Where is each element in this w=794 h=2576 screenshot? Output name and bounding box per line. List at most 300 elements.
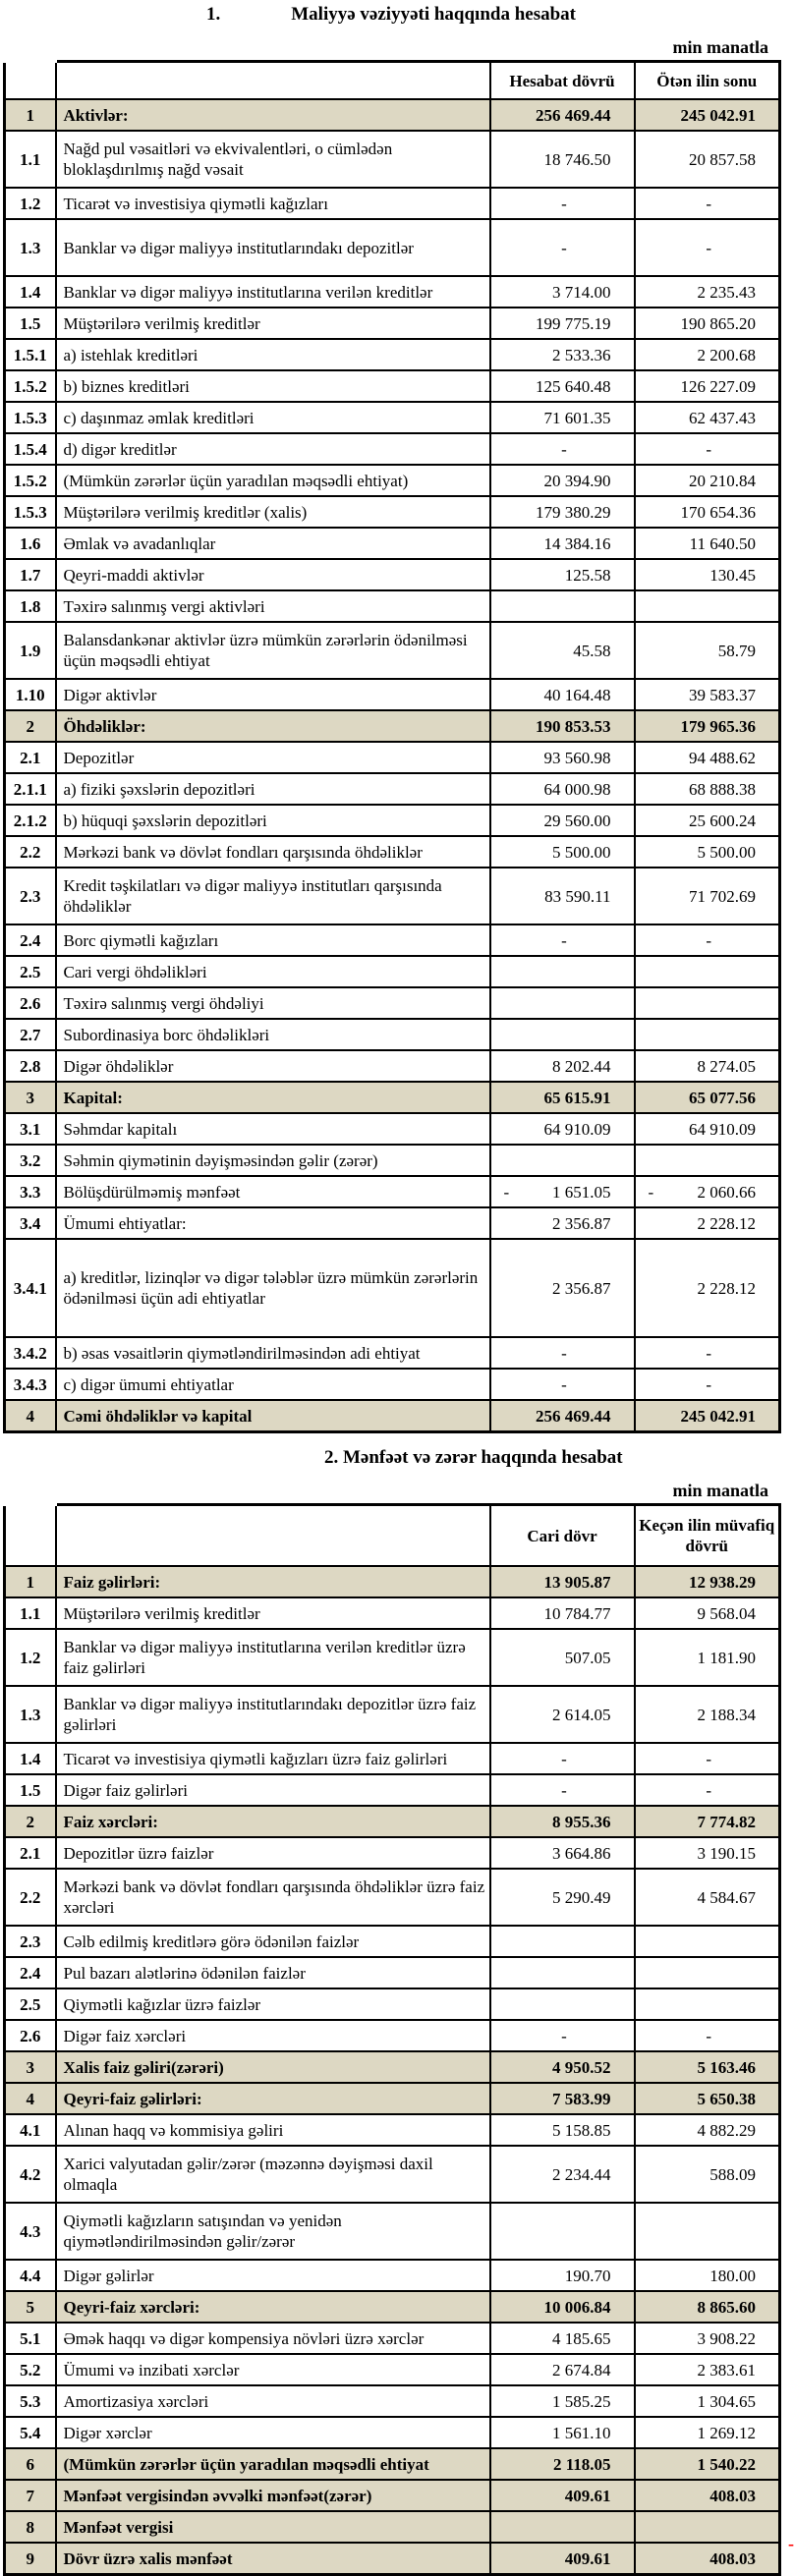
table-row (5, 868, 780, 924)
table-row (5, 2083, 780, 2114)
statement1-title-text: Maliyyə vəziyyəti haqqında hesabat (291, 4, 577, 25)
value-cell-previous: 68 888.38 (635, 773, 780, 805)
row-label-cell: a) istehlak kreditləri (56, 339, 490, 370)
value-cell-current: 2 614.05 (490, 1686, 635, 1743)
table-row (5, 2417, 780, 2448)
row-label-cell: Qiymətli kağızlar üzrə faizlər (56, 1988, 490, 2020)
value-cell-current: 5 500.00 (490, 836, 635, 868)
row-number-cell: 1.5.1 (5, 339, 56, 370)
table-row (5, 1337, 780, 1369)
table-row (5, 276, 780, 308)
row-label-cell: Mənfəət vergisi (56, 2511, 490, 2543)
table-row (5, 1957, 780, 1988)
table-row (5, 2291, 780, 2323)
value-cell-previous: - (635, 1743, 780, 1774)
header-number-cell (5, 62, 56, 100)
row-label-cell: Banklar və digər maliyyə institutlarına verilən kreditlər üzrə faiz gəlirləri (56, 1629, 490, 1686)
value-cell-previous: 408.03 (635, 2480, 780, 2511)
value-cell-current: 83 590.11 (490, 868, 635, 924)
row-number-cell: 2.4 (5, 924, 56, 956)
row-number-cell: 1.5.3 (5, 496, 56, 528)
row-number-cell: 2.1 (5, 1837, 56, 1869)
row-label-cell: Ümumi ehtiyatlar: (56, 1207, 490, 1239)
value-cell-previous: 8 865.60 (635, 2291, 780, 2323)
row-number-cell: 5.4 (5, 2417, 56, 2448)
value-cell-current: - (490, 1743, 635, 1774)
value-cell-previous: 64 910.09 (635, 1113, 780, 1145)
table-row (5, 308, 780, 339)
value-cell-previous (635, 1145, 780, 1176)
row-label-cell: b) əsas vəsaitlərin qiymətləndirilməsindən adi ehtiyat (56, 1337, 490, 1369)
value-cell-previous (635, 2511, 780, 2543)
table-row (5, 1082, 780, 1113)
row-label-cell: Müştərilərə verilmiş kreditlər (56, 308, 490, 339)
row-label-cell: Mənfəət vergisindən əvvəlki mənfəət(zərər) (56, 2480, 490, 2511)
table-row (5, 559, 780, 590)
table-row (5, 528, 780, 559)
row-label-cell: Alınan haqq və kommisiya gəliri (56, 2114, 490, 2146)
value-cell-previous: 58.79 (635, 622, 780, 679)
value-cell-previous: 130.45 (635, 559, 780, 590)
row-number-cell: 3.2 (5, 1145, 56, 1176)
row-number-cell: 1.5 (5, 1774, 56, 1806)
value-cell-previous: 12 938.29 (635, 1566, 780, 1597)
value-cell-previous: 5 500.00 (635, 836, 780, 868)
row-number-cell: 1.2 (5, 1629, 56, 1686)
table-row (5, 1145, 780, 1176)
row-label-cell: Əmək haqqı və digər kompensiya növləri üzrə xərclər (56, 2323, 490, 2354)
table-row (5, 1837, 780, 1869)
row-number-cell: 2.8 (5, 1050, 56, 1082)
table-row (5, 2385, 780, 2417)
value-cell-previous: - (635, 2020, 780, 2051)
row-number-cell: 1.5.3 (5, 402, 56, 433)
value-cell-previous (635, 1176, 780, 1207)
value-cell-current: 10 006.84 (490, 2291, 635, 2323)
row-label-cell: Digər gəlirlər (56, 2260, 490, 2291)
row-number-cell: 3.4.3 (5, 1369, 56, 1400)
row-number-cell: 1 (5, 99, 56, 131)
table-row (5, 402, 780, 433)
header-label-cell (56, 1505, 490, 1567)
row-label-cell: Digər aktivlər (56, 679, 490, 710)
minus-sign: - (503, 1182, 510, 1202)
row-number-cell: 4 (5, 2083, 56, 2114)
row-number-cell: 2.5 (5, 956, 56, 987)
table-row (5, 2543, 780, 2575)
table-row (5, 773, 780, 805)
row-number-cell: 4.4 (5, 2260, 56, 2291)
value-cell-previous: - (635, 188, 780, 219)
row-label-cell: Əmlak və avadanlıqlar (56, 528, 490, 559)
row-number-cell: 1.3 (5, 1686, 56, 1743)
table-row (5, 188, 780, 219)
value-cell-previous: 190 865.20 (635, 308, 780, 339)
row-label-cell: Ticarət və investisiya qiymətli kağızları üzrə faiz gəlirləri (56, 1743, 490, 1774)
table-row (5, 2480, 780, 2511)
financial-position-table (3, 60, 781, 1433)
table-row (5, 2020, 780, 2051)
row-label-cell: Balansdankənar aktivlər üzrə mümkün zərərlərin ödənilməsi üçün məqsədli ehtiyat (56, 622, 490, 679)
row-number-cell: 1.8 (5, 590, 56, 622)
value-cell-current: - (490, 188, 635, 219)
row-label-cell: c) daşınmaz əmlak kreditləri (56, 402, 490, 433)
value-cell-previous: 588.09 (635, 2146, 780, 2203)
value-cell-current: 2 118.05 (490, 2448, 635, 2480)
value-cell-current: - (490, 219, 635, 276)
row-label-cell: Mərkəzi bank və dövlət fondları qarşısında öhdəliklər (56, 836, 490, 868)
row-label-cell: a) kreditlər, lizinqlər və digər tələblər üzrə mümkün zərərlərin ödənilməsi üçün adi ehtiyatlar (56, 1239, 490, 1337)
value-cell-current: - (490, 1337, 635, 1369)
table-header-row (5, 62, 780, 100)
profit-loss-table-wrapper (3, 1503, 794, 2576)
value-cell-current: 125.58 (490, 559, 635, 590)
value-cell-current: 1 585.25 (490, 2385, 635, 2417)
value-cell-current: 2 356.87 (490, 1207, 635, 1239)
row-number-cell: 3 (5, 2051, 56, 2083)
table-row (5, 2354, 780, 2385)
row-label-cell: Qiymətli kağızların satışından və yenidən qiymətləndirilməsindən gəlir/zərər (56, 2203, 490, 2260)
row-label-cell: Digər faiz gəlirləri (56, 1774, 490, 1806)
value-cell-previous (635, 1988, 780, 2020)
value-cell-previous (635, 1019, 780, 1050)
row-label-cell: b) hüquqi şəxslərin depozitləri (56, 805, 490, 836)
value-cell-current: 4 185.65 (490, 2323, 635, 2354)
row-label-cell: Banklar və digər maliyyə institutlarına verilən kreditlər (56, 276, 490, 308)
table-row (5, 1050, 780, 1082)
row-label-cell: Təxirə salınmış vergi aktivləri (56, 590, 490, 622)
row-label-cell: Subordinasiya borc öhdəlikləri (56, 1019, 490, 1050)
value-cell-current: 29 560.00 (490, 805, 635, 836)
value-cell-current: - (490, 433, 635, 465)
value-cell-previous: 8 274.05 (635, 1050, 780, 1082)
row-label-cell: Qeyri-maddi aktivlər (56, 559, 490, 590)
value-cell-previous: - (635, 219, 780, 276)
row-number-cell: 2.3 (5, 1926, 56, 1957)
value-cell-previous: - (635, 924, 780, 956)
row-label-cell: Dövr üzrə xalis mənfəət (56, 2543, 490, 2575)
row-label-cell: Cari vergi öhdəlikləri (56, 956, 490, 987)
table-row (5, 2203, 780, 2260)
row-number-cell: 1.10 (5, 679, 56, 710)
row-label-cell: (Mümkün zərərlər üçün yaradılan məqsədli ehtiyat (56, 2448, 490, 2480)
table-row (5, 131, 780, 188)
row-label-cell: Təxirə salınmış vergi öhdəliyi (56, 987, 490, 1019)
table-row (5, 836, 780, 868)
row-label-cell: Qeyri-faiz xərcləri: (56, 2291, 490, 2323)
row-number-cell: 1.3 (5, 219, 56, 276)
row-number-cell: 3.1 (5, 1113, 56, 1145)
value-cell-current: 3 664.86 (490, 1837, 635, 1869)
table-row (5, 99, 780, 131)
value-cell-current: 2 533.36 (490, 339, 635, 370)
row-number-cell: 1.7 (5, 559, 56, 590)
value-cell-current: 18 746.50 (490, 131, 635, 188)
row-label-cell: Səhmdar kapitalı (56, 1113, 490, 1145)
column-header-previous-period: Keçən ilin müvafiq dövrü (635, 1505, 780, 1567)
value-cell-current: 7 583.99 (490, 2083, 635, 2114)
row-number-cell: 3.4.1 (5, 1239, 56, 1337)
value-cell-previous: 245 042.91 (635, 1400, 780, 1432)
value-cell-previous: 408.03 (635, 2543, 780, 2575)
row-number-cell: 2.4 (5, 1957, 56, 1988)
row-label-cell: Amortizasiya xərcləri (56, 2385, 490, 2417)
table-row (5, 1019, 780, 1050)
value-cell-previous: 2 188.34 (635, 1686, 780, 1743)
table-row (5, 2448, 780, 2480)
table-row (5, 1926, 780, 1957)
value-cell-current (490, 1145, 635, 1176)
table-row (5, 2114, 780, 2146)
value-cell-previous: - (635, 1774, 780, 1806)
value-cell-current (490, 1988, 635, 2020)
value-cell-current (490, 2203, 635, 2260)
table-row (5, 924, 780, 956)
row-label-cell: Ümumi və inzibati xərclər (56, 2354, 490, 2385)
value-cell-previous: 179 965.36 (635, 710, 780, 742)
value-cell-current: 409.61 (490, 2543, 635, 2575)
value-cell-current: 8 955.36 (490, 1806, 635, 1837)
value-cell-previous: 5 163.46 (635, 2051, 780, 2083)
value-cell-previous: 11 640.50 (635, 528, 780, 559)
value-cell-current: 45.58 (490, 622, 635, 679)
red-dash-annotation: - (788, 2534, 794, 2553)
row-number-cell: 4.2 (5, 2146, 56, 2203)
table-row (5, 1806, 780, 1837)
row-number-cell: 2.5 (5, 1988, 56, 2020)
row-label-cell: Ticarət və investisiya qiymətli kağızları (56, 188, 490, 219)
table-row (5, 339, 780, 370)
table-row (5, 465, 780, 496)
column-header-previous-period: Ötən ilin sonu (635, 62, 780, 100)
value-cell-current: 199 775.19 (490, 308, 635, 339)
value-cell-current (490, 1019, 635, 1050)
value-cell-current: - (490, 924, 635, 956)
table-row (5, 1400, 780, 1432)
row-label-cell: Aktivlər: (56, 99, 490, 131)
value-cell-previous: 4 584.67 (635, 1869, 780, 1926)
row-number-cell: 1.1 (5, 1597, 56, 1629)
table-row (5, 1988, 780, 2020)
row-number-cell: 2 (5, 710, 56, 742)
row-label-cell: Banklar və digər maliyyə institutlarındakı depozitlər üzrə faiz gəlirləri (56, 1686, 490, 1743)
value-cell-previous: - (635, 1369, 780, 1400)
minus-sign: - (648, 1182, 654, 1202)
table-row (5, 1176, 780, 1207)
row-label-cell: Bölüşdürülməmiş mənfəət (56, 1176, 490, 1207)
row-label-cell: Müştərilərə verilmiş kreditlər (56, 1597, 490, 1629)
table-row (5, 1566, 780, 1597)
statement1-unit-label: min manatla (672, 37, 768, 57)
value-cell-current: 409.61 (490, 2480, 635, 2511)
statement1-title (0, 4, 786, 26)
value-cell-current: 93 560.98 (490, 742, 635, 773)
value-cell-current: 64 910.09 (490, 1113, 635, 1145)
row-label-cell: c) digər ümumi ehtiyatlar (56, 1369, 490, 1400)
value-cell-current: 40 164.48 (490, 679, 635, 710)
row-label-cell: Depozitlər üzrə faizlər (56, 1837, 490, 1869)
table-row (5, 219, 780, 276)
value-cell-previous: 7 774.82 (635, 1806, 780, 1837)
table-row (5, 1743, 780, 1774)
row-number-cell: 2.2 (5, 1869, 56, 1926)
table-row (5, 1629, 780, 1686)
row-number-cell: 7 (5, 2480, 56, 2511)
value-cell-previous: 94 488.62 (635, 742, 780, 773)
value-cell-previous: 9 568.04 (635, 1597, 780, 1629)
row-number-cell: 2.2 (5, 836, 56, 868)
row-number-cell: 4.1 (5, 2114, 56, 2146)
value-cell-current: 1 561.10 (490, 2417, 635, 2448)
row-label-cell: Depozitlər (56, 742, 490, 773)
row-number-cell: 1.2 (5, 188, 56, 219)
value-cell-previous: - (635, 433, 780, 465)
row-number-cell: 1.4 (5, 276, 56, 308)
row-label-cell: Nağd pul vəsaitləri və ekvivalentləri, o cümlədən bloklaşdırılmış nağd vəsait (56, 131, 490, 188)
column-header-current-period: Hesabat dövrü (490, 62, 635, 100)
value-cell-previous: 62 437.43 (635, 402, 780, 433)
row-number-cell: 1.1 (5, 131, 56, 188)
row-label-cell: Cəmi öhdəliklər və kapital (56, 1400, 490, 1432)
value-cell-previous: 1 540.22 (635, 2448, 780, 2480)
table-row (5, 622, 780, 679)
value-cell-previous: 20 210.84 (635, 465, 780, 496)
row-label-cell: Xarici valyutadan gəlir/zərər (məzənnə dəyişməsi daxil olmaqla (56, 2146, 490, 2203)
value-cell-previous: - (635, 1337, 780, 1369)
column-header-current-period: Cari dövr (490, 1505, 635, 1567)
row-number-cell: 8 (5, 2511, 56, 2543)
table-row (5, 805, 780, 836)
row-number-cell: 1.4 (5, 1743, 56, 1774)
value-cell-current: 71 601.35 (490, 402, 635, 433)
value-cell-current: 3 714.00 (490, 276, 635, 308)
value-cell-previous (635, 590, 780, 622)
value-cell-current: - (490, 1369, 635, 1400)
value-cell-previous: 2 383.61 (635, 2354, 780, 2385)
row-number-cell: 2.3 (5, 868, 56, 924)
financial-position-table-wrapper (3, 60, 778, 1433)
table-row (5, 1207, 780, 1239)
header-number-cell (5, 1505, 56, 1567)
value-cell-previous: 126 227.09 (635, 370, 780, 402)
row-number-cell: 3.3 (5, 1176, 56, 1207)
row-number-cell: 4.3 (5, 2203, 56, 2260)
table-row (5, 1597, 780, 1629)
row-number-cell: 3 (5, 1082, 56, 1113)
amount: 2 060.66 (697, 1182, 756, 1202)
value-cell-current: 64 000.98 (490, 773, 635, 805)
table-row (5, 742, 780, 773)
table-row (5, 1369, 780, 1400)
table-row (5, 370, 780, 402)
row-label-cell: Faiz gəlirləri: (56, 1566, 490, 1597)
value-cell-previous: 1 269.12 (635, 2417, 780, 2448)
table-row (5, 956, 780, 987)
value-cell-previous: 3 908.22 (635, 2323, 780, 2354)
value-cell-current: 5 290.49 (490, 1869, 635, 1926)
value-cell-current (490, 1926, 635, 1957)
value-cell-current: 13 905.87 (490, 1566, 635, 1597)
value-cell-current: 2 674.84 (490, 2354, 635, 2385)
row-label-cell: Cəlb edilmiş kreditlərə görə ödənilən faizlər (56, 1926, 490, 1957)
value-cell-current: - (490, 1774, 635, 1806)
value-cell-previous: 65 077.56 (635, 1082, 780, 1113)
row-number-cell: 1.5 (5, 308, 56, 339)
statement1-title-number: 1. (206, 4, 221, 25)
value-cell-current (490, 2511, 635, 2543)
row-number-cell: 2.1.1 (5, 773, 56, 805)
row-number-cell: 9 (5, 2543, 56, 2575)
value-cell-previous: 25 600.24 (635, 805, 780, 836)
value-cell-current: 125 640.48 (490, 370, 635, 402)
value-cell-previous: 2 228.12 (635, 1207, 780, 1239)
row-number-cell: 2.6 (5, 2020, 56, 2051)
row-label-cell: Digər öhdəliklər (56, 1050, 490, 1082)
row-label-cell: Xalis faiz gəliri(zərəri) (56, 2051, 490, 2083)
value-cell-previous (635, 2203, 780, 2260)
table-row (5, 433, 780, 465)
table-row (5, 2146, 780, 2203)
table-row (5, 679, 780, 710)
value-cell-previous: 2 228.12 (635, 1239, 780, 1337)
value-cell-current: 10 784.77 (490, 1597, 635, 1629)
value-cell-current (490, 956, 635, 987)
value-cell-previous: 71 702.69 (635, 868, 780, 924)
value-cell-current (490, 590, 635, 622)
row-label-cell: Kapital: (56, 1082, 490, 1113)
value-cell-previous: 5 650.38 (635, 2083, 780, 2114)
row-label-cell: Qeyri-faiz gəlirləri: (56, 2083, 490, 2114)
value-cell-current: 20 394.90 (490, 465, 635, 496)
table-row (5, 590, 780, 622)
row-label-cell: Borc qiymətli kağızları (56, 924, 490, 956)
value-cell-previous: 2 200.68 (635, 339, 780, 370)
table-row (5, 1686, 780, 1743)
value-cell-previous: 180.00 (635, 2260, 780, 2291)
value-cell-previous: 1 181.90 (635, 1629, 780, 1686)
row-label-cell: (Mümkün zərərlər üçün yaradılan məqsədli ehtiyat) (56, 465, 490, 496)
row-number-cell: 5.2 (5, 2354, 56, 2385)
row-label-cell: d) digər kreditlər (56, 433, 490, 465)
value-cell-current: 179 380.29 (490, 496, 635, 528)
statement2-title: 2. Mənfəət və zərər haqqında hesabat (324, 1447, 623, 1468)
row-number-cell: 1.9 (5, 622, 56, 679)
row-number-cell: 1.5.2 (5, 370, 56, 402)
profit-loss-table (3, 1503, 781, 2576)
value-cell-current: 2 234.44 (490, 2146, 635, 2203)
table-row (5, 1239, 780, 1337)
table-row (5, 2323, 780, 2354)
value-cell-current (490, 987, 635, 1019)
value-cell-current: 190 853.53 (490, 710, 635, 742)
row-label-cell: Digər faiz xərcləri (56, 2020, 490, 2051)
row-number-cell: 2.7 (5, 1019, 56, 1050)
row-number-cell: 2.1.2 (5, 805, 56, 836)
row-number-cell: 1.5.2 (5, 465, 56, 496)
row-label-cell: Digər xərclər (56, 2417, 490, 2448)
statement2-unit-label: min manatla (672, 1481, 768, 1500)
value-cell-current: 190.70 (490, 2260, 635, 2291)
value-cell-previous (635, 1957, 780, 1988)
table-row (5, 710, 780, 742)
table-row (5, 1113, 780, 1145)
value-cell-current: 2 356.87 (490, 1239, 635, 1337)
value-cell-previous (635, 987, 780, 1019)
row-number-cell: 1 (5, 1566, 56, 1597)
value-cell-previous (635, 956, 780, 987)
table-row (5, 2511, 780, 2543)
row-number-cell: 2.1 (5, 742, 56, 773)
